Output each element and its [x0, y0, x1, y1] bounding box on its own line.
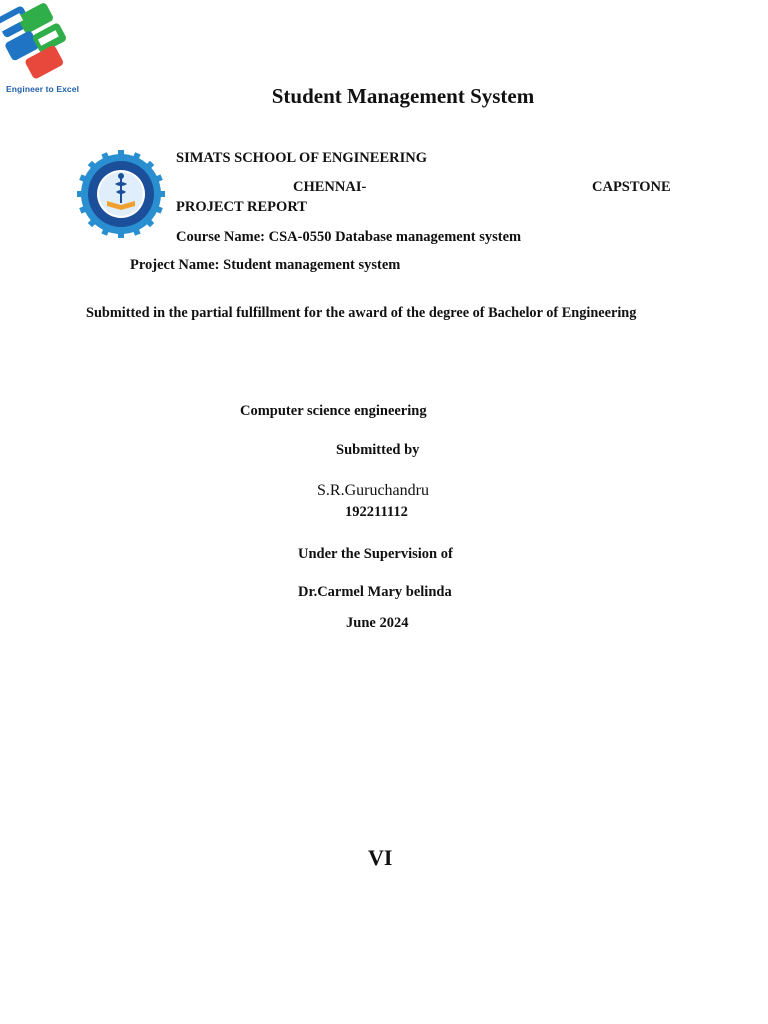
department-name: Computer science engineering: [240, 403, 427, 419]
supervision-label: Under the Supervision of: [298, 546, 453, 562]
fulfillment-statement: Submitted in the partial fulfillment for the award of the degree of Bachelor of Engineering: [86, 305, 637, 321]
submitted-by-label: Submitted by: [336, 442, 420, 458]
course-name: Course Name: CSA-0550 Database management system: [176, 229, 522, 245]
logo-tagline: Engineer to Excel: [6, 84, 80, 94]
report-type-project-report: PROJECT REPORT: [176, 199, 307, 215]
document-title: Student Management System: [271, 84, 535, 108]
student-id: 192211112: [345, 504, 408, 520]
sse-logo-icon: [0, 0, 74, 80]
section-number: VI: [368, 845, 393, 870]
student-name: S.R.Guruchandru: [317, 482, 429, 499]
supervisor-name: Dr.Carmel Mary belinda: [298, 584, 452, 600]
submission-date: June 2024: [346, 615, 409, 631]
school-name: SIMATS SCHOOL OF ENGINEERING: [176, 150, 427, 166]
report-type-capstone: CAPSTONE: [592, 179, 671, 195]
institution-seal-icon: [77, 150, 165, 238]
project-name: Project Name: Student management system: [130, 257, 401, 273]
city-name: CHENNAI-: [293, 179, 367, 195]
